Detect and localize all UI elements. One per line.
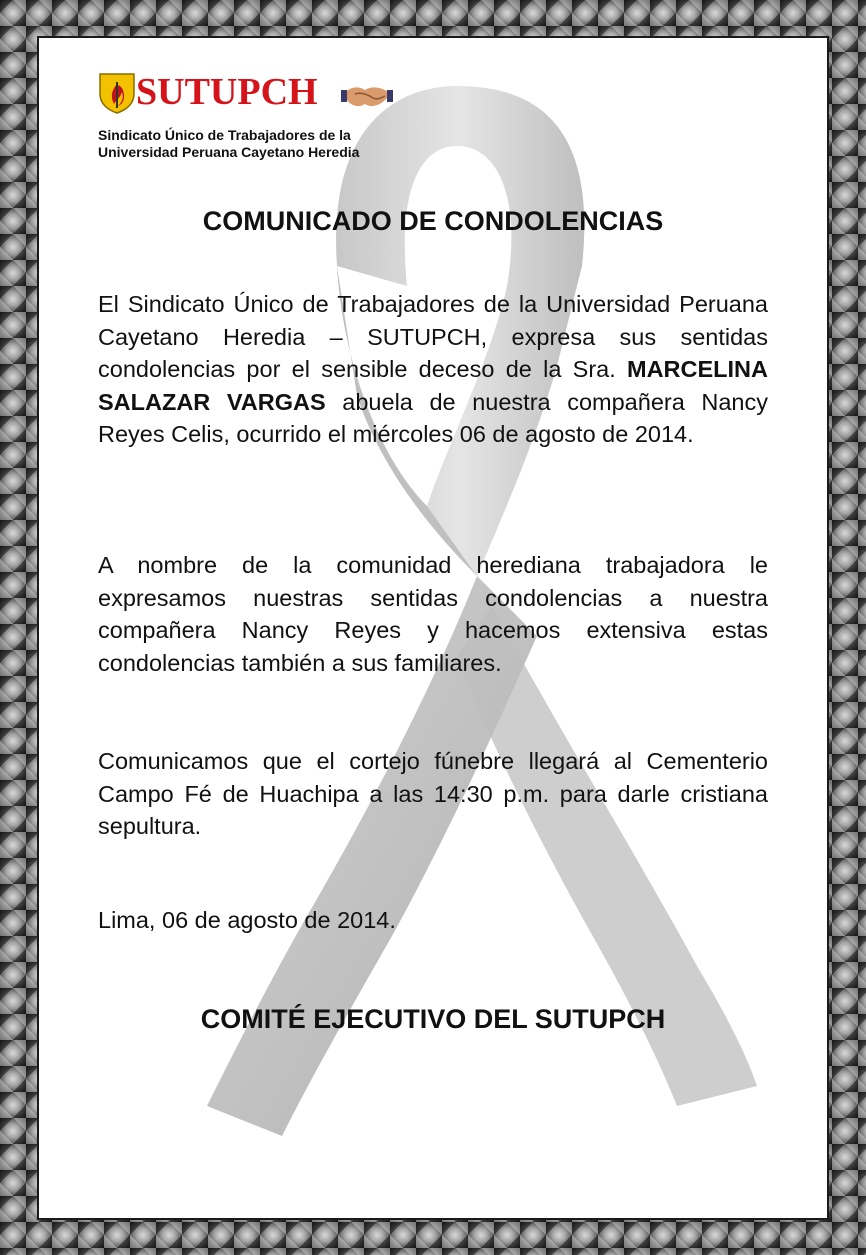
paragraph-2: A nombre de la comunidad herediana trabajadora le expresamos nuestras sentidas condolencias a nuestra compañera Nancy Reyes y hacemos extensiva estas condolencias también a sus familiares. <box>98 552 768 676</box>
subtitle-line-2: Universidad Peruana Cayetano Heredia <box>98 144 360 160</box>
subtitle-line-1: Sindicato Único de Trabajadores de la <box>98 127 351 143</box>
paragraph-1 <box>98 288 768 451</box>
signature: COMITÉ EJECUTIVO DEL SUTUPCH <box>200 1004 666 1034</box>
handshake-icon <box>341 76 393 112</box>
date-line: Lima, 06 de agosto de 2014. <box>98 907 396 933</box>
page-title: COMUNICADO DE CONDOLENCIAS <box>202 206 664 236</box>
paragraph-1-intro: El Sindicato Único de Trabajadores de la Universidad Peruana Cayetano Heredia – SUTUPCH, expresa sus sentidas condolencias por el sensible deceso de la Sra. <box>98 291 768 382</box>
document-page <box>37 36 829 1220</box>
paragraph-3: Comunicamos que el cortejo fúnebre llegará al Cementerio Campo Fé de Huachipa a las 14:30 p.m. para darle cristiana sepultura. <box>98 748 768 839</box>
union-full-name <box>98 127 418 161</box>
shield-emblem-icon <box>98 72 136 114</box>
brand-name: SUTUPCH <box>136 71 318 113</box>
paragraph-1-end: abuela de nuestra compañera Nancy Reyes Celis, ocurrido el miércoles 06 de agosto de 2014. <box>98 388 769 447</box>
deceased-name: MARCELINA SALAZAR VARGAS <box>98 356 768 415</box>
